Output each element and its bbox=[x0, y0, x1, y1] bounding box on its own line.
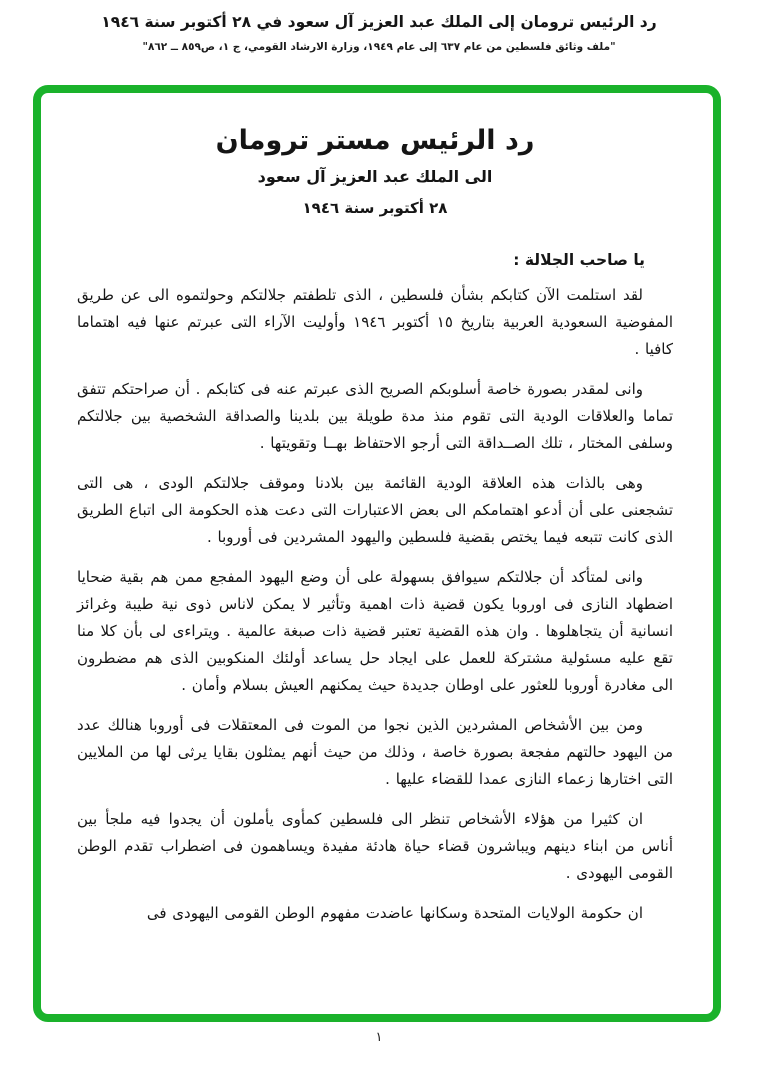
letter-body bbox=[77, 282, 673, 927]
letter-paragraph: ان كثيرا من هؤلاء الأشخاص تنظر الى فلسطين كمأوى يأملون أن يجدوا فيه ملجأ بين أناس من ابناء دينهم ويباشرون قضاء حياة هادئة مفيدة ويساهمون فى اضطراب تقدم الوطن القومى اليهودى . bbox=[77, 810, 673, 882]
letter-paragraph: وانى لمقدر بصورة خاصة أسلوبكم الصريح الذى عبرتم عنه فى كتابكم . أن صراحتكم تتفق تماما والعلاقات الودية التى تقوم منذ مدة طويلة بين بلدينا والصداقة الشخصية بين جلالتكم وسلفى المختار ، تلك الصــداقة التى أرجو الاحتفاظ بهــا وتقويتها . bbox=[77, 380, 673, 452]
letter-salutation: يا صاحب الجلالة : bbox=[513, 251, 645, 269]
letter-title: رد الرئيس مستر ترومان bbox=[215, 125, 535, 156]
document-header bbox=[0, 0, 758, 53]
letter-paragraph: لقد استلمت الآن كتابكم بشأن فلسطين ، الذى تلطفتم جلالتكم وحولتموه الى عن طريق المفوضية السعودية العربية بتاريخ ١٥ أكتوبر ١٩٤٦ وأوليت الآراء التى عبرتم عنها فيه اهتماما كافيا . bbox=[77, 286, 673, 358]
page-number: ١ bbox=[375, 1030, 383, 1045]
letter-date: ٢٨ أكتوبر سنة ١٩٤٦ bbox=[302, 199, 448, 217]
letter-paragraph: ان حكومة الولايات المتحدة وسكانها عاضدت مفهوم الوطن القومى اليهودى فى bbox=[146, 904, 643, 922]
letter-green-frame bbox=[33, 85, 721, 1022]
letter-recipient: الى الملك عبد العزيز آل سعود bbox=[257, 167, 493, 186]
letter-paragraph: وهى بالذات هذه العلاقة الودية القائمة بين بلادنا وموقف جلالتكم الودى ، هى التى تشجعنى على أن أدعو اهتمامكم الى بعض الاعتبارات التى دعت هذه الحكومة الى اتباع الطريق الذى كانت تتبعه فيما يختص بقضية فلسطين واليهود المشردين فى أوروبا . bbox=[77, 474, 673, 546]
letter-paragraph: ومن بين الأشخاص المشردين الذين نجوا من الموت فى المعتقلات فى أوروبا هنالك عدد من اليهود حالتهم مفجعة بصورة خاصة ، وذلك من حيث أنهم يمثلون بقايا يرثى لها من الملايين التى اختارها زعماء النازى عمدا للقضاء عليها . bbox=[77, 716, 673, 788]
letter-paragraph: وانى لمتأكد أن جلالتكم سيوافق بسهولة على أن وضع اليهود المفجع ممن هم بقية ضحايا اضطهاد النازى فى اوروبا يكون قضية ذات اهمية وتأثير لا يمكن لاناس ذوى نية طيبة وغرائز انسانية أن يتجاهلوها . وان هذه القضية تعتبر قضية ذات صبغة عالمية . ويتراءى لى بأن كلا منا تقع عليه مسئولية مشتركة للعمل على ايجاد حل يساعد أولئك المنكوبين الذى هم مضطرون الى مغادرة أوروبا للعثور على اوطان جديدة حيث يمكنهم العيش بسلام وأمان . bbox=[77, 568, 673, 694]
document-source-citation: "ملف وثائق فلسطين من عام ٦٣٧ إلى عام ١٩٤٩، وزارة الارشاد القومي، ج ١، ص٨٥٩ ــ ٨٦٢" bbox=[142, 41, 616, 53]
document-header-title: رد الرئيس ترومان إلى الملك عبد العزيز آل سعود في ٢٨ أكتوبر سنة ١٩٤٦ bbox=[101, 13, 657, 31]
